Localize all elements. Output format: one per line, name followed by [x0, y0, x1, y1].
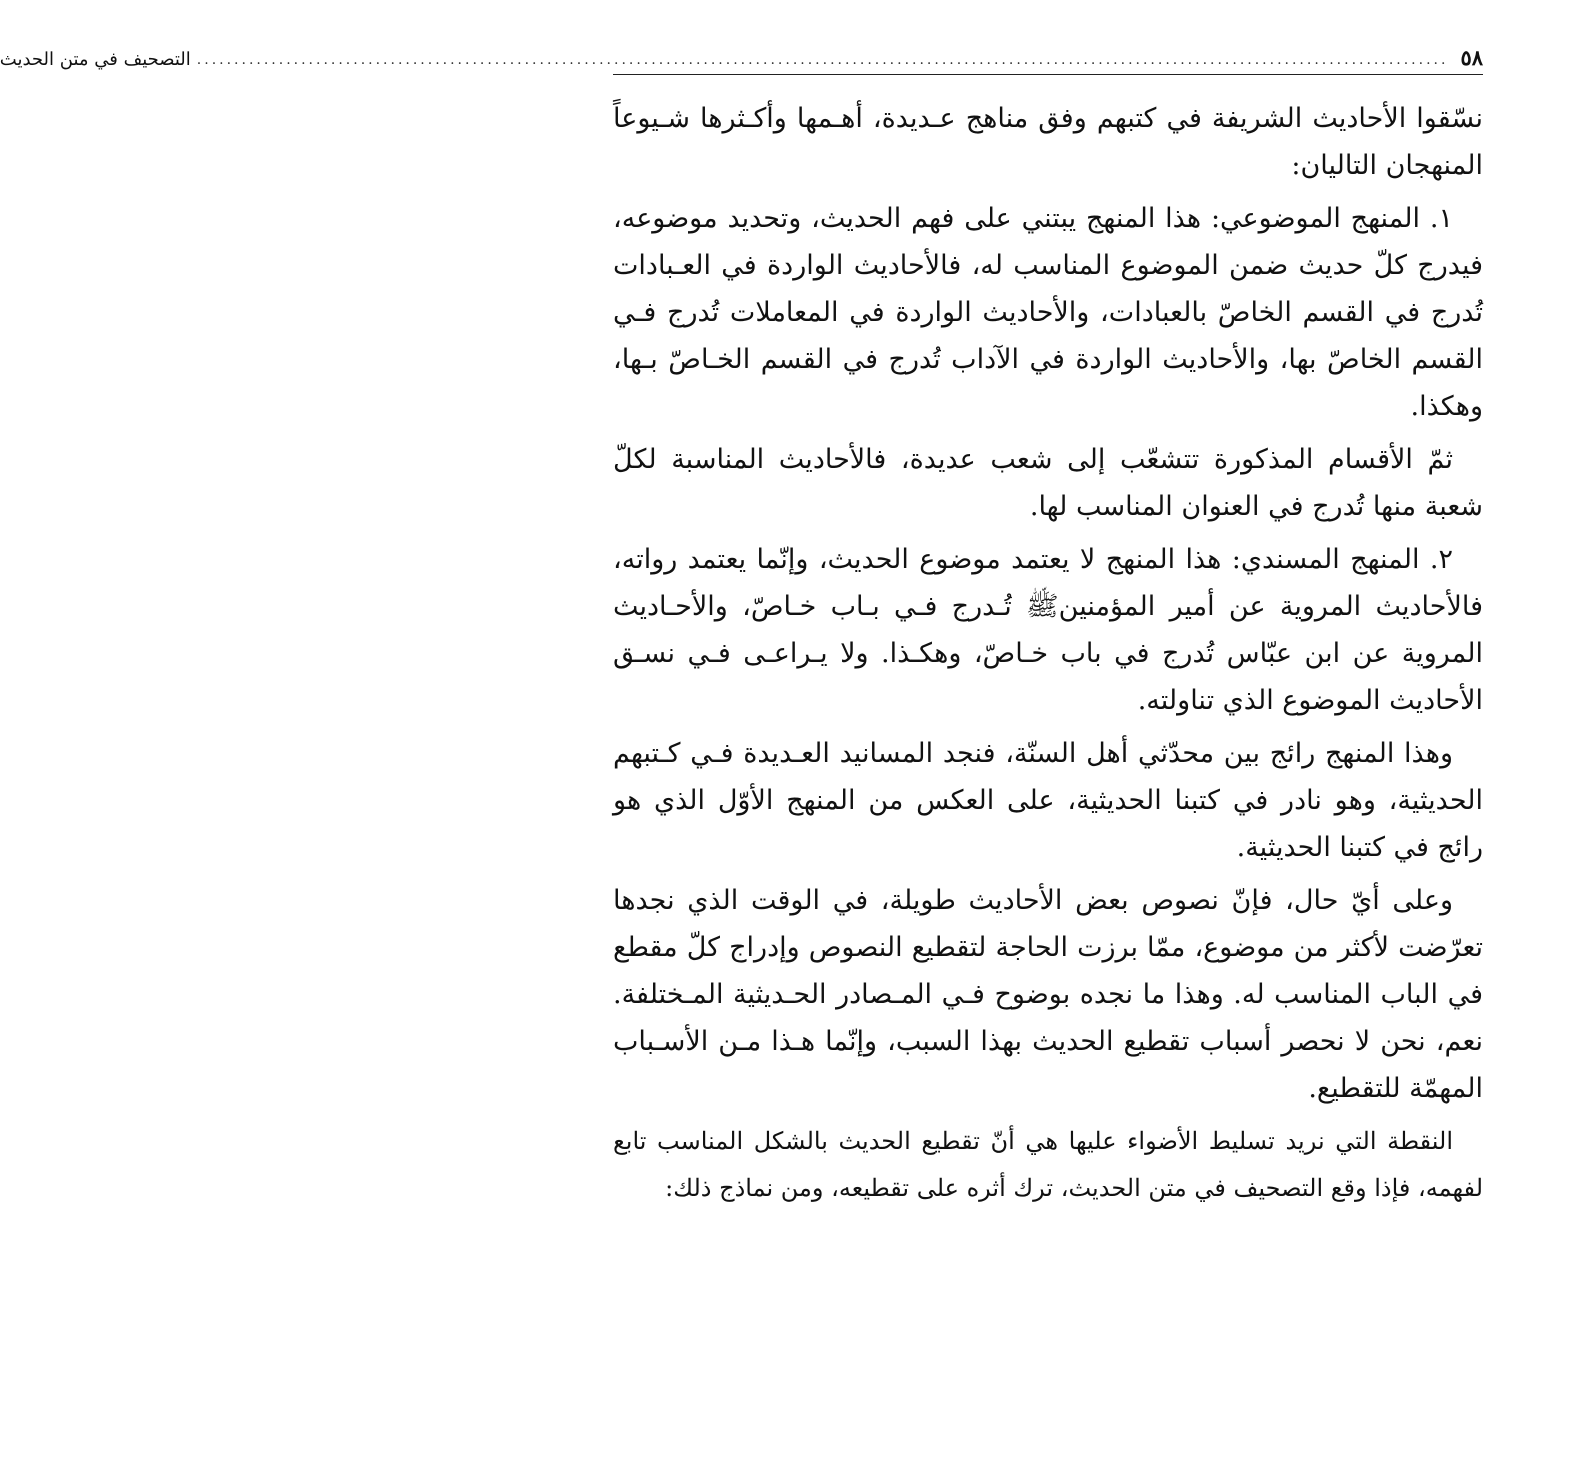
body-text [613, 95, 1483, 1212]
paragraph: ثمّ الأقسام المذكورة تتشعّب إلى شعب عديدة، فالأحاديث المناسبة لكلّ شعبة منها تُدرج في العنوان المناسب لها. [613, 444, 1483, 522]
paragraph: ٢. المنهج المسندي: هذا المنهج لا يعتمد موضوع الحديث، وإنّما يعتمد رواته، فالأحاديث المروية عن أمير المؤمنينﷺ تُـدرج فـي بـاب خـاصّ، والأحـاديث المروية عن ابن عبّاس تُدرج في باب خـاصّ، وهكـذا. ولا يـراعـى فـي نسـق الأحاديث الموضوع الذي تناولته. [613, 544, 1483, 716]
paragraph: وعلى أيّ حال، فإنّ نصوص بعض الأحاديث طويلة، في الوقت الذي نجدها تعرّضت لأكثر من موضوع، ممّا برزت الحاجة لتقطيع النصوص وإدراج كلّ مقطع في الباب المناسب له. وهذا ما نجده بوضوح فـي المـصادر الحـديثية المـختلفة. نعم، نحن لا نحصر أسباب تقطيع الحديث بهذا السبب، وإنّما هـذا مـن الأسـباب المهمّة للتقطيع. [613, 885, 1483, 1104]
running-title: التصحيف في متن الحديث [0, 49, 191, 70]
paragraph: نسّقوا الأحاديث الشريفة في كتبهم وفق مناهج عـديدة، أهـمها وأكـثرها شـيوعاً المنهجان التاليان: [613, 103, 1483, 181]
header-dot-leader: ........................................................................................................................................................................ [196, 52, 1449, 68]
page-number: ٥٨ [1460, 45, 1483, 70]
paragraph: النقطة التي نريد تسليط الأضواء عليها هي أنّ تقطيع الحديث بالشكل المناسب تابع لفهمه، فإذا وقع التصحيف في متن الحديث، ترك أثره على تقطيعه، ومن نماذج ذلك: [613, 1127, 1483, 1202]
document-page [0, 30, 1484, 1450]
running-header [0, 30, 1483, 75]
paragraph: وهذا المنهج رائج بين محدّثي أهل السنّة، فنجد المسانيد العـديدة فـي كـتبهم الحديثية، وهو نادر في كتبنا الحديثية، على العكس من المنهج الأوّل الذي هو رائج في كتبنا الحديثية. [613, 738, 1483, 863]
paragraph: ١. المنهج الموضوعي: هذا المنهج يبتني على فهم الحديث، وتحديد موضوعه، فيدرج كلّ حديث ضمن الموضوع المناسب له، فالأحاديث الواردة في العـبادات تُدرج في القسم الخاصّ بالعبادات، والأحاديث الواردة في المعاملات تُدرج فـي القسم الخاصّ بها، والأحاديث الواردة في الآداب تُدرج في القسم الخـاصّ بـها، وهكذا. [613, 203, 1484, 422]
